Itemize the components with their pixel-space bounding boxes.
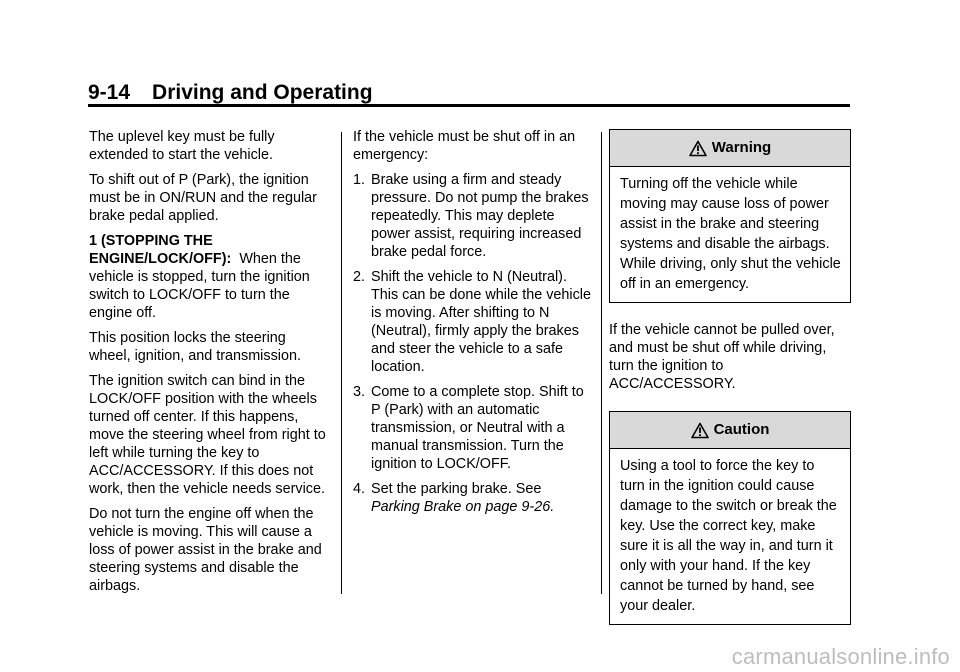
list-item: 1. Brake using a firm and steady pressure. Do not pump the brakes repeatedly. This may deplete power assist, requiring increased brake pedal force.	[353, 172, 589, 260]
caution-triangle-icon	[689, 140, 707, 157]
column-right	[609, 129, 851, 625]
caution-body: Using a tool to force the key to turn in the ignition could cause damage to the switch or break the key. Use the correct key, make sure it is all the way in, and turn it only with your hand. If the key cannot be turned by hand, see your dealer.	[620, 458, 837, 614]
warning-box	[609, 129, 851, 303]
caution-box	[609, 411, 851, 625]
parking-brake-link[interactable]: Parking Brake on page 9-26.	[371, 499, 555, 515]
list-item: 2. Shift the vehicle to N (Neutral). This can be done while the vehicle is moving. After shifting to N (Neutral), firmly apply the brakes and steer the vehicle to a safe location.	[353, 269, 591, 375]
column-divider-1	[341, 132, 342, 594]
lock-off-heading: 1 (STOPPING THE ENGINE/LOCK/OFF):	[89, 233, 232, 267]
warning-title: Warning	[711, 139, 772, 156]
paragraph-shift-out-of-park: To shift out of P (Park), the ignition must be in ON/RUN and the regular brake pedal applied.	[89, 172, 317, 224]
paragraph-cannot-pull-over: If the vehicle cannot be pulled over, and must be shut off while driving, turn the ignition to ACC/ACCESSORY.	[609, 322, 835, 392]
paragraph-do-not-turn-off: Do not turn the engine off when the vehicle is moving. This will cause a loss of power assist in the brake and steering systems and disable the airbags.	[89, 506, 322, 594]
lock-off-text: When the vehicle is stopped, turn the ignition switch to LOCK/OFF to turn the engine off.	[89, 251, 310, 321]
paragraph-uplevel-key: The uplevel key must be fully extended to start the vehicle.	[89, 129, 275, 163]
caution-header	[610, 412, 850, 449]
column-left	[89, 128, 331, 602]
warning-body: Turning off the vehicle while moving may cause loss of power assist in the brake and steering systems and disable the airbags. While driving, only shut the vehicle off in an emergency.	[620, 176, 841, 292]
page-header	[88, 81, 373, 105]
paragraph-ignition-bind: The ignition switch can bind in the LOCK/OFF position with the wheels turned off center. If this happens, move the steering wheel from right to left while turning the key to ACC/ACCESSORY. If this does not work, then the vehicle needs service.	[89, 373, 326, 497]
caution-triangle-icon	[691, 422, 709, 439]
caution-title: Caution	[713, 421, 770, 438]
watermark: carmanualsonline.info	[731, 644, 950, 669]
list-item: 3. Come to a complete stop. Shift to P (Park) with an automatic transmission, or Neutral with a manual transmission. Turn the ignition to LOCK/OFF.	[353, 384, 584, 472]
list-item: 4. Set the parking brake. See Parking Brake on page 9-26.	[353, 481, 555, 515]
column-divider-2	[601, 132, 602, 594]
paragraph-lock-off	[89, 232, 331, 322]
section-title: Driving and Operating	[152, 81, 373, 104]
page-number: 9-14	[88, 81, 131, 104]
emergency-intro: If the vehicle must be shut off in an emergency:	[353, 129, 576, 163]
header-rule	[88, 104, 850, 107]
column-middle	[353, 128, 591, 523]
paragraph-locks-steering: This position locks the steering wheel, ignition, and transmission.	[89, 330, 301, 364]
warning-header	[610, 130, 850, 167]
emergency-steps-list	[353, 171, 591, 516]
